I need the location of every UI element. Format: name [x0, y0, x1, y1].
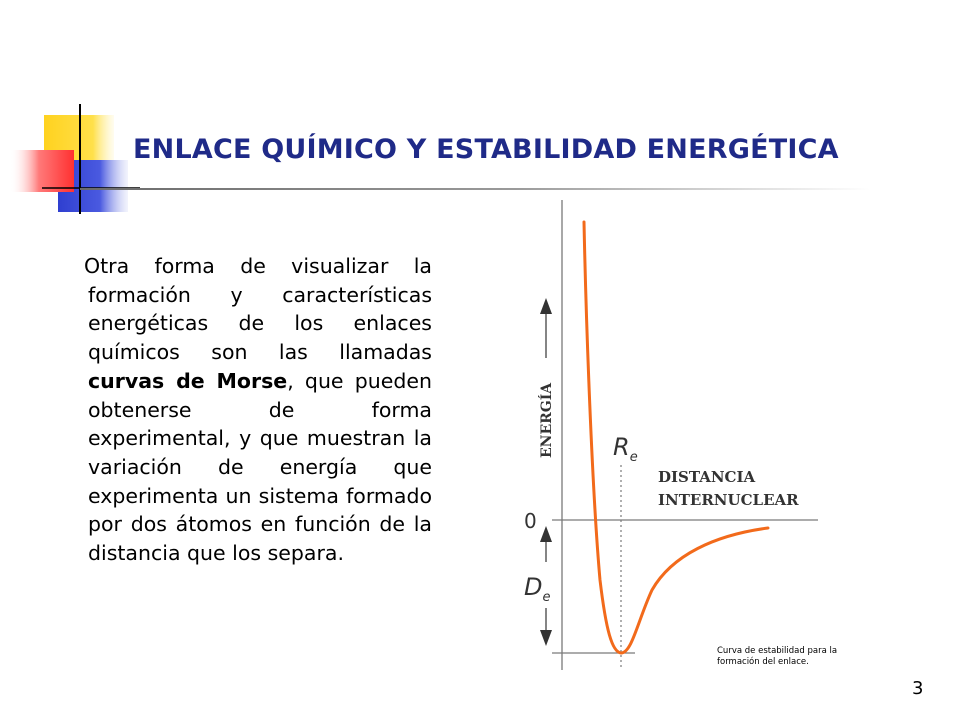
- slide-title: ENLACE QUÍMICO Y ESTABILIDAD ENERGÉTICA: [133, 134, 839, 165]
- body-paragraph: [84, 252, 432, 568]
- morse-curve: [584, 222, 768, 653]
- energy-axis-label: ENERGÍA: [539, 382, 555, 458]
- de-main: D: [524, 573, 543, 601]
- re-label: [613, 433, 638, 465]
- body-text-bold: curvas de Morse: [88, 368, 288, 393]
- de-sub: e: [542, 590, 551, 605]
- re-sub: e: [629, 450, 638, 465]
- de-arrow-down-head: [540, 630, 552, 646]
- body-text-before: Otra forma de visualizar la formación y características energéticas de los enlaces químicos son las llamadas: [84, 254, 432, 365]
- logo-red-square: [10, 150, 74, 192]
- de-label: [524, 573, 550, 605]
- x-axis-label-line2: INTERNUCLEAR: [658, 491, 799, 509]
- re-main: R: [613, 433, 630, 461]
- body-text-after: , que pueden obtenerse de forma experimental, y que muestran la variación de energía que experimenta un sistema formado por dos átomos en función de la distancia que los separa.: [88, 368, 432, 566]
- de-arrow-up-head: [540, 526, 552, 542]
- x-axis-label-line1: DISTANCIA: [658, 468, 756, 486]
- energy-arrow-head: [540, 298, 552, 314]
- page-number: 3: [912, 678, 924, 699]
- morse-curve-diagram: [500, 190, 830, 680]
- decorative-logo: [0, 0, 140, 230]
- zero-label: 0: [524, 509, 537, 533]
- diagram-caption: Curva de estabilidad para la formación del enlace.: [717, 646, 838, 667]
